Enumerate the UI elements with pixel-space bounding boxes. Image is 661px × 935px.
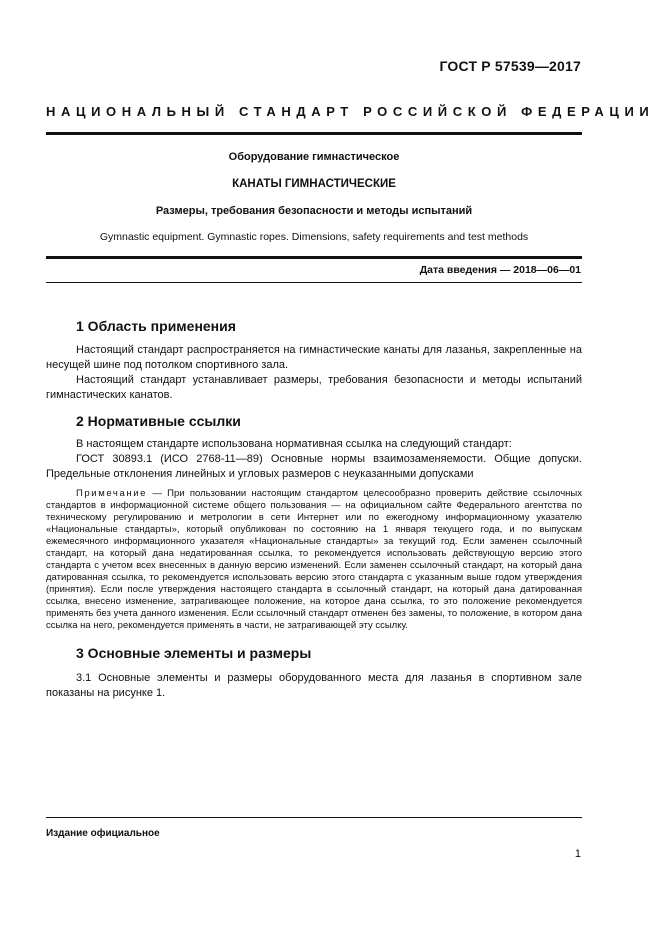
national-standard-banner: НАЦИОНАЛЬНЫЙ СТАНДАРТ РОССИЙСКОЙ ФЕДЕРАЦИИ (46, 104, 655, 119)
header-divider (46, 132, 582, 135)
section-3-paragraph-1: 3.1 Основные элементы и размеры оборудованного места для лазанья в спортивном зале показаны на рисунке 1. (46, 672, 582, 699)
section-1-heading: 1 Область применения (76, 318, 236, 334)
section-1-paragraph-1: Настоящий стандарт распространяется на гимнастические канаты для лазанья, закрепленные на несущей шине под потолком спортивного зала. (46, 344, 582, 371)
section-1-paragraph-2: Настоящий стандарт устанавливает размеры, требования безопасности и методы испытаний гимнастических канатов. (46, 374, 582, 401)
section-3-heading: 3 Основные элементы и размеры (76, 645, 312, 661)
date-divider (46, 282, 582, 283)
title-category: Оборудование гимнастическое (228, 151, 400, 163)
section-2-reference: ГОСТ 30893.1 (ИСО 2768-11—89) Основные нормы взаимозаменяемости. Общие допуски. Предельные отклонения линейных и угловых размеров с неуказанными допусками (46, 453, 582, 480)
note-label: Примечание (76, 488, 147, 499)
section-2-heading: 2 Нормативные ссылки (76, 413, 241, 429)
footer-divider (46, 817, 582, 818)
title-main: КАНАТЫ ГИМНАСТИЧЕСКИЕ (232, 178, 396, 190)
official-edition-label: Издание официальное (46, 828, 160, 839)
page-number: 1 (574, 848, 581, 860)
standard-id: ГОСТ Р 57539—2017 (439, 58, 581, 74)
title-divider (46, 256, 582, 259)
title-english: Gymnastic equipment. Gymnastic ropes. Dimensions, safety requirements and test methods (99, 231, 529, 243)
section-2-paragraph-1: В настоящем стандарте использована нормативная ссылка на следующий стандарт: (76, 438, 512, 450)
note-text: — При пользовании настоящим стандартом целесообразно проверить действие ссылочных стандартов в информационной системе общего пользования — на официальном сайте Федерального агентства по техническому регулированию и метрологии в сети Интернет или по ежегодному информационному указателю «Национальные стандарты», который опубликован по состоянию на 1 января текущего года, и по выпускам ежемесячного информационного указателя «Национальные стандарты» за текущий год. Если заменен ссылочный стандарт, на который дана недатированная ссылка, то рекомендуется использовать действующую версию этого стандарта с учетом всех внесенных в данную версию изменений. Если заменен ссылочный стандарт, на который дана датированная ссылка, то рекомендуется использовать версию этого стандарта с указанным выше годом утверждения (принятия). Если после утверждения настоящего стандарта в ссылочный стандарт, на который дана датированная ссылка, внесено изменение, затрагивающее положение, на которое дана ссылка, то это положение рекомендуется применять без учета данного изменения. Если ссылочный стандарт отменен без замены, то положение, в котором дана ссылка на него, рекомендуется применять в части, не затрагивающей эту ссылку. (46, 488, 582, 631)
note-block (46, 488, 582, 632)
introduction-date: Дата введения — 2018—06—01 (419, 264, 581, 276)
title-subtitle: Размеры, требования безопасности и методы испытаний (155, 205, 473, 217)
